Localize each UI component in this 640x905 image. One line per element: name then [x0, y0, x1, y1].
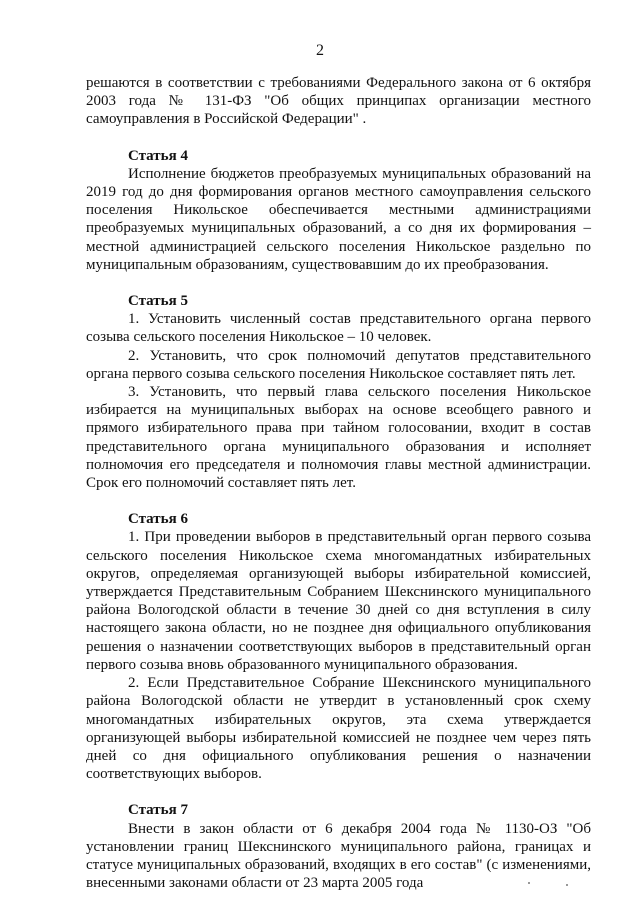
- article-7-text: Внести в закон области от 6 декабря 2004 года № 1130-ОЗ "Об установлении границ Шекснинского муниципального района, границах и статусе муниципальных образований, входящих в его состав" (с изменениями, внесенными законами области от 23 марта 2005 года: [86, 820, 591, 892]
- article-5-paragraph-2: 2. Установить, что срок полномочий депутатов представительного органа первого созыва сельского поселения Никольское составляет пять лет.: [86, 347, 591, 382]
- article-4-text: Исполнение бюджетов преобразуемых муниципальных образований на 2019 год до дня формирования органов местного самоуправления сельского поселения Никольское обеспечивается местными администрациями преобразуемых муниципальных образований, а со дня их формирования – местной администрацией сельского поселения Никольское раздельно по муниципальным образованиям, существовавшим до их преобразования.: [86, 165, 591, 273]
- intro-paragraph: решаются в соответствии с требованиями Федерального закона от 6 октября 2003 года № 131-ФЗ "Об общих принципах организации местного самоуправления в Российской Федерации" .: [86, 75, 591, 128]
- article-6-heading: Статья 6: [128, 511, 188, 528]
- scan-speck: [566, 884, 568, 886]
- article-5-heading: Статья 5: [128, 293, 188, 310]
- article-6-paragraph-1: 1. При проведении выборов в представительный орган первого созыва сельского поселения Никольское схема многомандатных избирательных округов, определяемая организующей выборы избирательной комиссией, утверждается Представительным Собранием Шекснинского муниципального района Вологодской области в течение 30 дней со дня вступления в силу настоящего закона области, но не позднее дня официального опубликования решения о назначении соответствующих выборов в представительный орган первого созыва вновь образованного муниципального образования.: [86, 529, 591, 673]
- article-7-heading: Статья 7: [128, 802, 188, 819]
- page-number: 2: [316, 42, 324, 59]
- scan-speck: [528, 882, 530, 884]
- article-5-paragraph-1: 1. Установить численный состав представительного органа первого созыва сельского поселения Никольское – 10 человек.: [86, 311, 591, 346]
- article-4-heading: Статья 4: [128, 147, 188, 164]
- article-5-paragraph-3: 3. Установить, что первый глава сельского поселения Никольское избирается на муниципальных выборах на основе всеобщего равного и прямого избирательного права при тайном голосовании, входит в состав представительного органа муниципального образования и исполняет полномочия его председателя и полномочия главы местной администрации. Срок его полномочий составляет пять лет.: [86, 384, 591, 492]
- article-6-paragraph-2: 2. Если Представительное Собрание Шекснинского муниципального района Вологодской области не утвердит в установленный срок схему многомандатных избирательных округов, эта схема утверждается организующей выборы избирательной комиссией не позднее чем через пять дней со дня официального опубликования решения о назначении соответствующих выборов.: [86, 675, 591, 783]
- document-body: [86, 74, 591, 892]
